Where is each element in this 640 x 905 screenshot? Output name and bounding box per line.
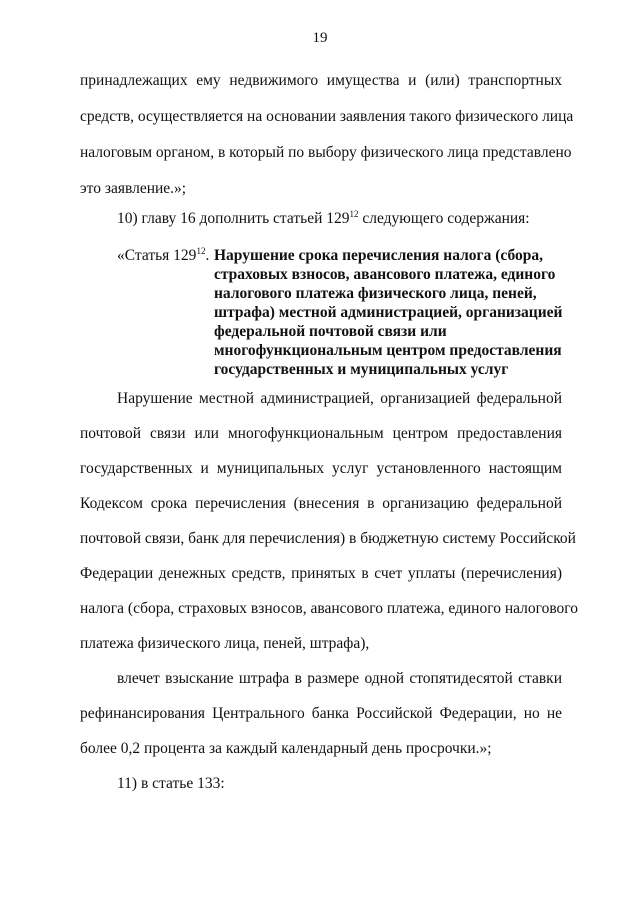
paragraph-line: платежа физического лица, пеней, штрафа), — [80, 635, 370, 652]
paragraph-line: государственных и муниципальных услуг установленного настоящим — [80, 460, 562, 477]
paragraph-line: Федерации денежных средств, принятых в счет уплаты (перечисления) — [80, 565, 562, 582]
paragraph-line: это заявление.»; — [80, 180, 187, 197]
article-title-line: налогового платежа физического лица, пеней, — [214, 285, 537, 302]
article-title-line: страховых взносов, авансового платежа, единого — [214, 266, 556, 283]
paragraph-line: влечет взыскание штрафа в размере одной стопятидесятой ставки — [117, 670, 562, 687]
article-title-line: Нарушение срока перечисления налога (сбора, — [214, 247, 543, 264]
item-10-text: 10) главу 16 дополнить статьей 129 — [117, 210, 350, 227]
article-title — [214, 246, 564, 379]
item-10-text-after: следующего содержания: — [358, 210, 530, 227]
item-11: 11) в статье 133: — [117, 775, 225, 792]
paragraph-line: более 0,2 процента за каждый календарный день просрочки.»; — [80, 740, 492, 757]
item-10 — [117, 209, 530, 229]
paragraph-line: почтовой связи или многофункциональным центром предоставления — [80, 425, 562, 442]
item-10-sup: 12 — [349, 208, 359, 219]
article-title-line: федеральной почтовой связи или — [214, 323, 447, 340]
article-lead-sup: 12 — [196, 245, 206, 256]
paragraph-line: принадлежащих ему недвижимого имущества и (или) транспортных — [80, 72, 562, 89]
paragraph-line: налога (сбора, страховых взносов, авансового платежа, единого налогового — [80, 600, 579, 617]
paragraph-line: рефинансирования Центрального банка Российской Федерации, но не — [80, 705, 562, 722]
article-title-line: государственных и муниципальных услуг — [214, 361, 509, 378]
paragraph-line: налоговым органом, в который по выбору физического лица представлено — [80, 144, 572, 161]
article-lead-dot: . — [205, 247, 210, 264]
paragraph-line: Кодексом срока перечисления (внесения в организацию федеральной — [80, 495, 562, 512]
article-number — [117, 246, 209, 266]
article-title-line: многофункциональным центром предоставления — [214, 342, 562, 359]
paragraph-line: средств, осуществляется на основании заявления такого физического лица — [80, 108, 574, 125]
paragraph-line: почтовой связи, банк для перечисления) в бюджетную систему Российской — [80, 530, 576, 547]
paragraph-line: Нарушение местной администрацией, организацией федеральной — [117, 390, 562, 407]
article-title-line: штрафа) местной администрацией, организацией — [214, 304, 563, 321]
page-number: 19 — [312, 30, 328, 46]
article-lead-text: «Статья 129 — [117, 247, 197, 264]
